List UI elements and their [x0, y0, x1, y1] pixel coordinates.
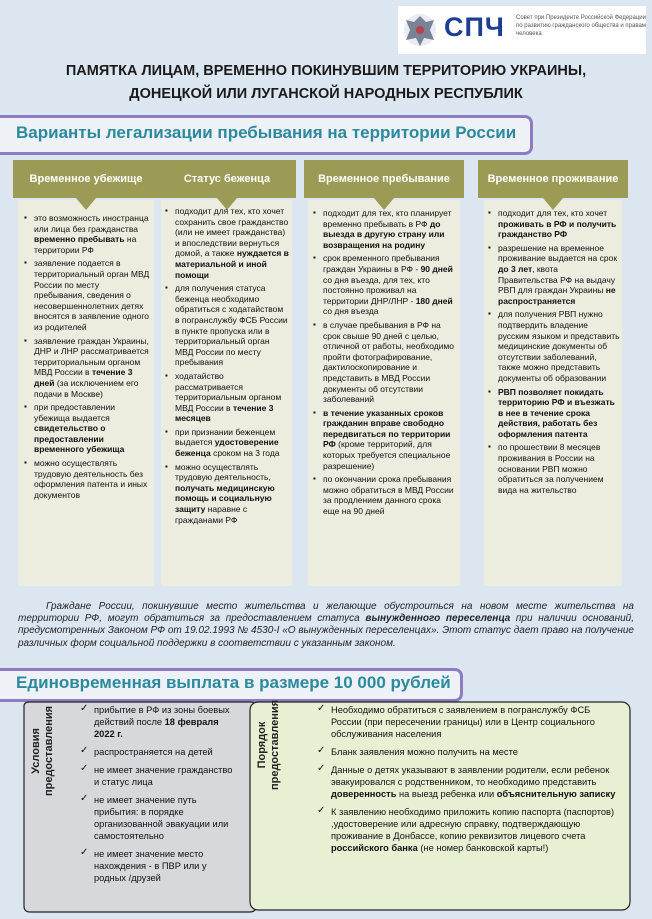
column-heading: Статус беженца — [158, 160, 296, 198]
emphasis: свидетельство о предоставлении временного убежища — [34, 423, 125, 455]
list-item: ▪ в течение указанных сроков гражданин вправе свободно передвигаться по территории РФ (кроме территорий, для которых требуется специальное разрешение) — [313, 408, 456, 472]
emphasis: российского банка — [331, 843, 418, 853]
displaced-persons-note: Граждане России, покинувшие место жительства и желающие обустроиться на новом месте жительства на территории РФ, могут обратиться за предоставлением статуса вынужденного переселенца при наличии оснований, предусмотренных Законом РФ от 19.02.1993 № 4530-I «О вынужденных переселенцах». Этот статус дает право на получение различных форм социальной поддержки в соответствии с указанным законом. — [18, 601, 634, 649]
emphasis: 180 дней — [415, 295, 453, 306]
list-item: ✓ Бланк заявления можно получить на месте — [317, 746, 617, 758]
column-heading: Временное проживание — [478, 160, 628, 198]
emphasis: до выезда в другую страну или возвращения на родину — [323, 218, 445, 250]
list-item: ▪ по прошествии 8 месяцев проживания в России на основании РВП можно обратиться за получением вида на жительство — [488, 442, 620, 495]
procedure-list — [317, 704, 617, 860]
emphasis: не распространяется — [498, 285, 616, 306]
title-line-1: ПАМЯТКА ЛИЦАМ, ВРЕМЕННО ПОКИНУВШИМ ТЕРРИТОРИЮ УКРАИНЫ, — [65, 63, 587, 79]
emphasis: удостоверение беженца — [175, 437, 279, 459]
list-item: ▪ подходит для тех, кто хочет проживать в РФ и получить гражданство РФ — [488, 208, 620, 240]
column-list — [165, 206, 289, 528]
emphasis: в течение указанных сроков гражданин вправе свободно передвигаться по территории РФ — [323, 407, 451, 450]
list-item: ▪ заявление подается в территориальный орган МВД России по месту пребывания, сведения о несовершеннолетних детях вносятся в заявление одного из родителей — [24, 258, 150, 332]
list-item: ▪ это возможность иностранца или лица без гражданства временно пребывать на территории РФ — [24, 213, 150, 255]
list-item: ✓ не имеет значение место нахождения - в ПВР или у родных /друзей — [80, 848, 240, 884]
title-line-2: ДОНЕЦКОЙ ИЛИ ЛУГАНСКОЙ НАРОДНЫХ РЕСПУБЛИК — [129, 86, 523, 102]
list-item: ▪ для получения статуса беженца необходимо обратиться с ходатайством в погранслужбу ФСБ России в пункте пропуска или в территориальный орган МВД России по месту пребывания — [165, 283, 289, 368]
list-item: ▪ по окончании срока пребывания можно обратиться в МВД России за продлением данного срока еще на 90 дней — [313, 474, 456, 516]
column-heading: Временное пребывание — [304, 160, 464, 198]
list-item: ✓ распространяется на детей — [80, 746, 240, 758]
logo-text: СПЧ — [444, 12, 505, 42]
list-item: ▪ срок временного пребывания граждан Украины в РФ - 90 дней со дня въезда, для тех, кто постоянно проживал на территории ДНР/ЛНР - 180 дней со дня въезда — [313, 253, 456, 317]
section1-title: Варианты легализации пребывания на территории России — [16, 123, 517, 142]
list-item: ▪ разрешение на временное проживание выдается на срок до 3 лет, квота Правительства РФ на выдачу РВП для граждан Украины не распространяется — [488, 243, 620, 307]
emphasis: получать медицинскую помощь и социальную защиту — [175, 482, 275, 515]
logo-subtitle: Совет при Президенте Российской Федерации по развитию гражданского общества и правам человека — [516, 15, 646, 37]
list-item: ▪ заявление граждан Украины, ДНР и ЛНР рассматривается территориальным органом МВД России в течение 3 дней (за исключением его подачи в Москве) — [24, 336, 150, 400]
list-item: ▪ при предоставлении убежища выдается свидетельство о предоставлении временного убежища — [24, 402, 150, 455]
emphasis: доверенность — [331, 789, 397, 799]
list-item: ✓ Данные о детях указывают в заявлении родители, если ребенок эвакуировался с родственником, то необходимо представить доверенность на выезд ребенка или объяснительную записку — [317, 764, 617, 800]
column-list — [24, 213, 150, 503]
emphasis: РВП позволяет покидать территорию РФ и въезжать в нее в течение срока действия, работать без оформления патента — [498, 386, 615, 439]
emphasis: нуждается в материальной и иной помощи — [175, 248, 289, 280]
list-item: ▪ ходатайство рассматривается территориальным органом МВД России в течение 3 месяцев — [165, 371, 289, 424]
conditions-label — [30, 696, 56, 806]
procedure-label-line-1: Порядок — [256, 721, 268, 769]
emphasis: течение 3 дней — [34, 367, 133, 388]
procedure-label — [256, 690, 282, 800]
page-title — [10, 60, 642, 106]
list-item: ▪ в случае пребывания в РФ на срок свыше 90 дней с целью, отличной от работы, необходимо пройти фотографирование, дактилоскопирование и представить в МВД России документы об отсутствии заболеваний — [313, 320, 456, 405]
procedure-label-line-2: предоставления — [269, 699, 281, 791]
list-item: ✓ не имеет значение путь прибытия: в порядке организованной эвакуации или самостоятельно — [80, 794, 240, 842]
emphasis: 18 февраля 2022 г. — [94, 717, 219, 739]
list-item: ✓ не имеет значение гражданство и статус лица — [80, 764, 240, 788]
list-item: ▪ подходит для тех, кто планирует временно пребывать в РФ до выезда в другую страну или возвращения на родину — [313, 208, 456, 250]
conditions-label-line-2: предоставления — [43, 705, 55, 797]
conditions-label-line-1: Условия — [30, 728, 42, 774]
emphasis: течение 3 месяцев — [175, 402, 274, 424]
list-item: ▪ при признании беженцем выдается удостоверение беженца сроком на 3 года — [165, 427, 289, 459]
emphasis: 90 дней — [420, 263, 453, 274]
emphasis: проживать в РФ и получить гражданство РФ — [498, 218, 617, 240]
column-heading: Временное убежище — [13, 160, 159, 198]
list-item: ▪ можно осуществлять трудовую деятельность без оформления патента и иных документов — [24, 458, 150, 500]
list-item: ▪ можно осуществлять трудовую деятельность, получать медицинскую помощь и социальную защиту наравне с гражданами РФ — [165, 462, 289, 526]
column-list — [488, 208, 620, 498]
list-item: ✓ прибытие в РФ из зоны боевых действий после 18 февраля 2022 г. — [80, 704, 240, 740]
list-item: ✓ Необходимо обратиться с заявлением в погранслужбу ФСБ России (при пересечении границы) или в Центр социального обслуживания населения — [317, 704, 617, 740]
emphasis: объяснительную записку — [496, 789, 616, 799]
list-item: ▪ подходит для тех, кто хочет сохранить свое гражданство (или не имеет гражданства) и впоследствии вернуться домой, а также нуждается в материальной и иной помощи — [165, 206, 289, 280]
list-item — [488, 387, 620, 440]
emphasis: вынужденного переселенца — [365, 613, 511, 625]
list-item: ▪ для получения РВП нужно подтвердить владение русским языком и представить медицинские документы об отсутствии заболеваний, также можно представить документы об образовании — [488, 309, 620, 383]
emphasis: до 3 лет — [498, 263, 533, 274]
emblem-icon — [400, 8, 440, 52]
section2-title: Единовременная выплата в размере 10 000 рублей — [16, 673, 451, 692]
list-item: ✓ К заявлению необходимо приложить копию паспорта (паспортов) ,удостоверение или адресную справку, подтверждающую проживание в Донбассе, копию реквизитов лицевого счета российского банка (не номер банковской карты!) — [317, 806, 617, 854]
column-list — [313, 208, 456, 520]
conditions-list — [80, 704, 240, 890]
emphasis: временно пребывать — [34, 234, 125, 245]
